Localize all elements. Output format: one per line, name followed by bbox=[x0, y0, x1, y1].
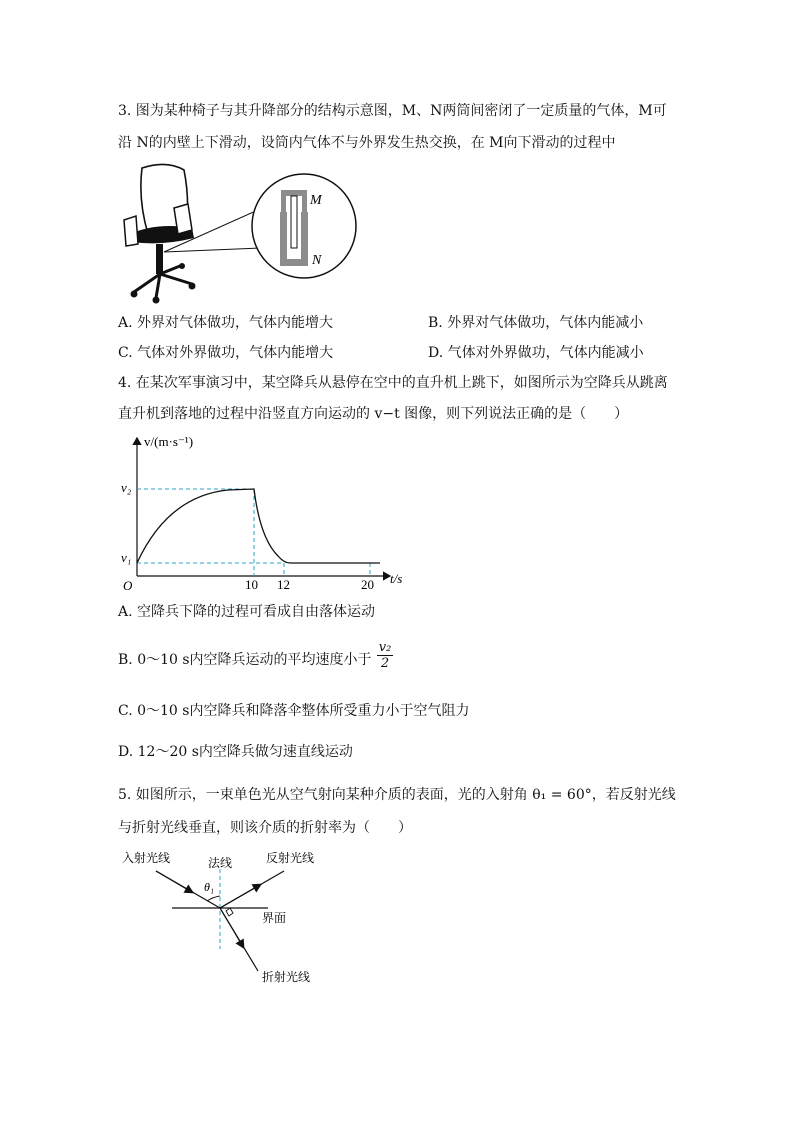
fraction-numerator: v₂ bbox=[378, 640, 392, 655]
label-interface: 界面 bbox=[262, 911, 287, 925]
q4-option-a: A. 空降兵下降的过程可看成自由落体运动 bbox=[118, 604, 376, 620]
label-refracted: 折射光线 bbox=[262, 970, 311, 984]
chair-armrest-right bbox=[174, 204, 192, 234]
vt-curve bbox=[137, 489, 380, 563]
label-incident: 入射光线 bbox=[122, 851, 171, 865]
q4-stem-line2: 直升机到落地的过程中沿竖直方向运动的 v−t 图像，则下列说法正确的是（ ） bbox=[118, 406, 629, 422]
tick-20: 20 bbox=[361, 577, 374, 590]
y-axis-label: v/(m·s⁻¹) bbox=[144, 434, 194, 449]
q3-stem-line1: 3. 图为某种椅子与其升降部分的结构示意图，M、N两筒间密闭了一定质量的气体，M可 bbox=[118, 103, 667, 119]
chair-armrest-left bbox=[124, 216, 138, 246]
q4-option-d: D. 12～20 s内空降兵做匀速直线运动 bbox=[118, 744, 353, 760]
tick-10: 10 bbox=[245, 577, 258, 590]
q4-stem-line1: 4. 在某次军事演习中，某空降兵从悬停在空中的直升机上跳下，如图所示为空降兵从跳离 bbox=[118, 375, 668, 391]
q4-option-b: B. 0～10 s内空降兵运动的平均速度小于 bbox=[118, 652, 372, 668]
tick-12: 12 bbox=[277, 577, 290, 590]
origin-label: O bbox=[123, 578, 133, 590]
q4-option-c: C. 0～10 s内空降兵和降落伞整体所受重力小于空气阻力 bbox=[118, 703, 470, 719]
q5-stem-line2: 与折射光线垂直，则该介质的折射率为（ ） bbox=[118, 820, 412, 836]
fraction-denominator: 2 bbox=[380, 656, 390, 671]
q3-option-b: B. 外界对气体做功，气体内能减小 bbox=[428, 315, 644, 331]
v1-label: v₁ bbox=[121, 550, 132, 565]
q5-stem-line1: 5. 如图所示，一束单色光从空气射向某种介质的表面，光的入射角 θ₁ = 60°，若反射光线 bbox=[118, 787, 676, 803]
label-reflected: 反射光线 bbox=[266, 851, 315, 865]
label-M: M bbox=[310, 193, 322, 208]
q3-option-a: A. 外界对气体做功，气体内能增大 bbox=[118, 315, 334, 331]
chair-figure bbox=[112, 160, 372, 310]
q3-option-d: D. 气体对外界做功，气体内能减小 bbox=[428, 345, 644, 361]
q3-option-c: C. 气体对外界做功，气体内能增大 bbox=[118, 345, 334, 361]
v2-label: v₂ bbox=[121, 480, 132, 495]
refraction-diagram bbox=[118, 845, 338, 990]
chair-stem bbox=[156, 244, 163, 274]
label-angle: θ₁ bbox=[204, 880, 215, 894]
x-axis-label: t/s bbox=[390, 571, 403, 586]
label-N: N bbox=[312, 253, 322, 268]
fraction-v2-over-2 bbox=[377, 640, 393, 671]
vt-graph bbox=[118, 430, 418, 590]
label-normal: 法线 bbox=[208, 856, 233, 870]
q3-stem-line2: 沿 N的内壁上下滑动，设筒内气体不与外界发生热交换，在 M向下滑动的过程中 bbox=[118, 135, 616, 151]
